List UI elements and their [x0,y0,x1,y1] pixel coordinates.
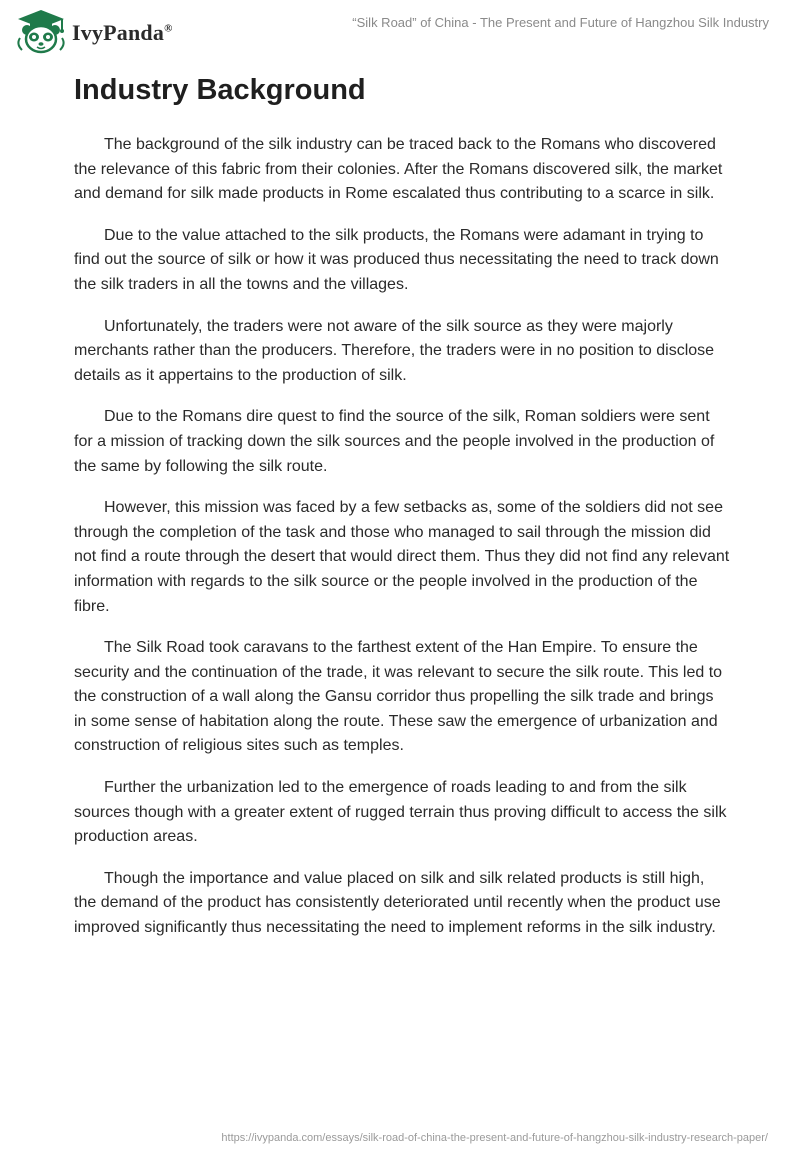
paragraph: Due to the value attached to the silk products, the Romans were adamant in trying to find out the source of silk or how it was produced thus necessitating the need to track down the silk traders in all the towns and the villages. [74,226,719,293]
page-header [0,0,800,60]
paragraph: Unfortunately, the traders were not aware of the silk source as they were majorly merchants rather than the producers. Therefore, the traders were in no position to disclose details as it appertains to the production of silk. [74,317,715,384]
brand-logo[interactable] [14,8,173,54]
paragraph: Due to the Romans dire quest to find the source of the silk, Roman soldiers were sent for a mission of tracking down the silk sources and the people involved in the production of the same by following the silk route. [74,408,715,475]
source-url[interactable]: https://ivypanda.com/essays/silk-road-of-china-the-present-and-future-of-hangzhou-silk-industry-research-paper/ [221,1132,768,1144]
paragraph: Further the urbanization led to the emergence of roads leading to and from the silk sources though with a greater extent of rugged terrain thus proving difficult to access the silk production areas. [74,779,727,846]
brand-name: IvyPanda® [72,20,173,45]
paragraph: However, this mission was faced by a few setbacks as, some of the soldiers did not see through the completion of the task and those who managed to sail through the mission did not find a route through the desert that would direct them. Thus they did not find any relevant information with regards to the silk source or the people involved in the production of the fibre. [74,499,730,615]
section-heading: Industry Background [74,74,366,106]
paragraph: The Silk Road took caravans to the farthest extent of the Han Empire. To ensure the security and the continuation of the trade, it was relevant to secure the silk route. This led to the construction of a wall along the Gansu corridor thus propelling the silk trade and brings in some sense of habitation along the route. These saw the emergence of urbanization and construction of religious sites such as temples. [74,639,723,755]
registered-mark: ® [164,22,173,35]
article-body [74,133,730,958]
document-title: “Silk Road” of China - The Present and Future of Hangzhou Silk Industry [352,15,769,30]
paragraph: The background of the silk industry can be traced back to the Romans who discovered the relevance of this fabric from their colonies. After the Romans discovered silk, the market and demand for silk made products in Rome escalated thus contributing to a scarce in silk. [74,136,723,203]
paragraph: Though the importance and value placed on silk and silk related products is still high, the demand of the product has consistently deteriorated until recently when the product use improved significantly thus necessitating the need to implement reforms in the silk industry. [74,869,721,937]
panda-graduate-icon [14,8,68,54]
